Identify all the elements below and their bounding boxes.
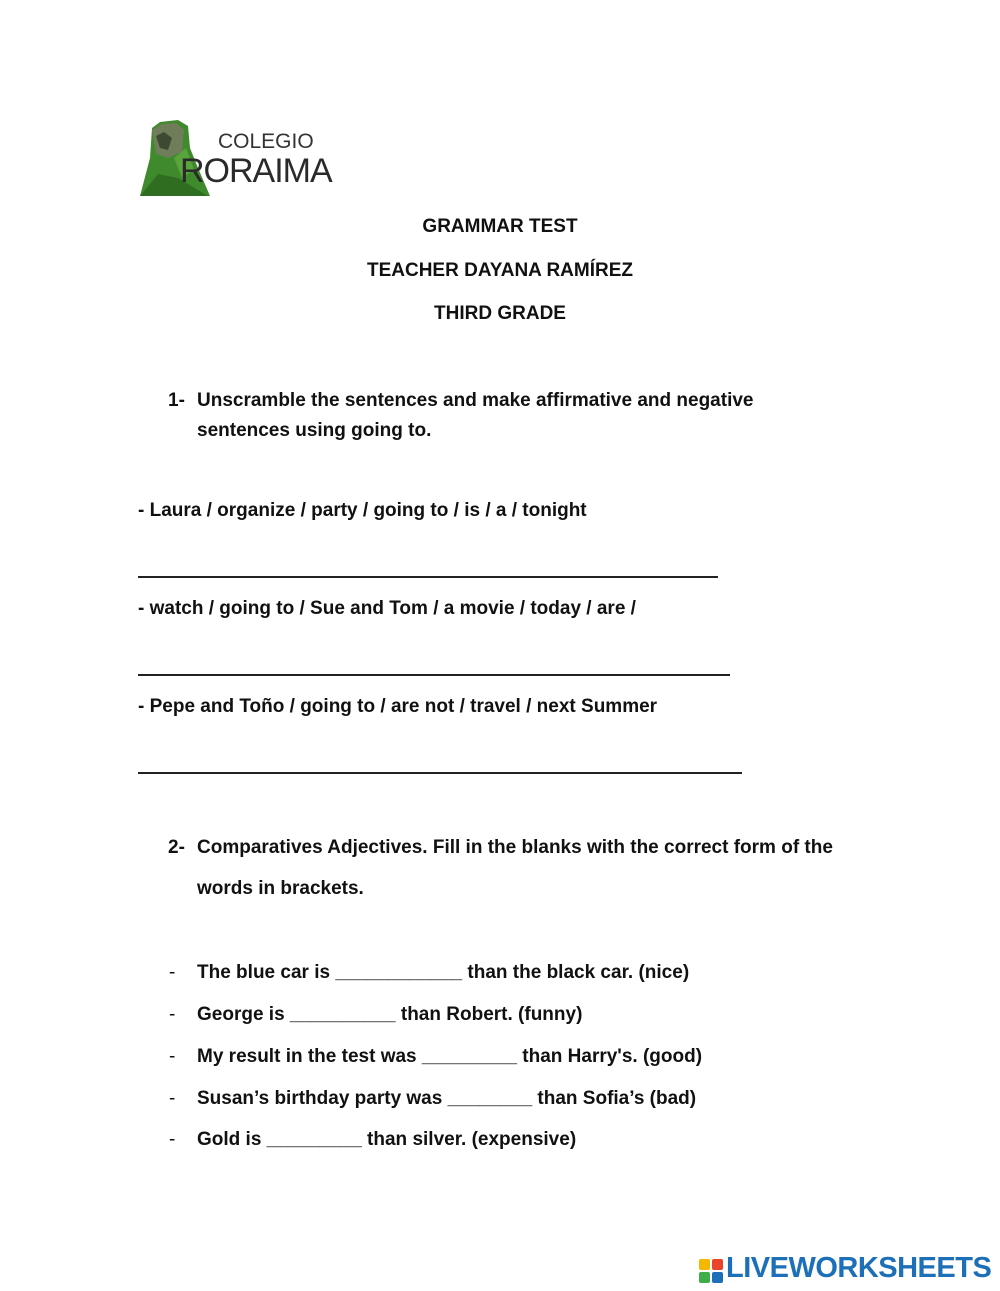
footer-brand[interactable]: LIVEWORKSHEETS: [726, 1252, 992, 1284]
section2-instruction-line1: Comparatives Adjectives. Fill in the blanks with the correct form of the: [197, 837, 833, 858]
section1-instruction-line2: sentences using going to.: [197, 420, 432, 441]
answer-line-2[interactable]: [138, 674, 730, 676]
scramble-item-1: - Laura / organize / party / going to / is / a / tonight: [138, 500, 587, 521]
bullet-1: -: [169, 962, 176, 983]
comparative-item-4: Susan’s birthday party was ________ than Sofia’s (bad): [197, 1088, 697, 1109]
answer-line-1[interactable]: [138, 576, 718, 578]
comparative-item-3: My result in the test was _________ than Harry's. (good): [197, 1046, 703, 1067]
logo-line1: COLEGIO: [218, 130, 314, 153]
comparative-item-2: George is __________ than Robert. (funny): [197, 1004, 583, 1025]
school-logo: [138, 118, 348, 200]
section2-number: 2-: [168, 837, 185, 858]
comparative-item-5: Gold is _________ than silver. (expensive): [197, 1129, 577, 1150]
bullet-4: -: [169, 1088, 176, 1109]
answer-line-3[interactable]: [138, 772, 742, 774]
bullet-2: -: [169, 1004, 176, 1025]
scramble-item-2: - watch / going to / Sue and Tom / a movie / today / are /: [138, 598, 636, 619]
section1-number: 1-: [168, 390, 185, 411]
comparative-item-1: The blue car is ____________ than the black car. (nice): [197, 962, 690, 983]
section1-instruction-line1: Unscramble the sentences and make affirmative and negative: [197, 390, 754, 411]
bullet-3: -: [169, 1046, 176, 1067]
logo-line2: RORAIMA: [180, 152, 332, 190]
grade-label: THIRD GRADE: [434, 303, 566, 324]
scramble-item-3: - Pepe and Toño / going to / are not / travel / next Summer: [138, 696, 658, 717]
section2-instruction-line2: words in brackets.: [197, 878, 364, 899]
test-title: GRAMMAR TEST: [422, 216, 578, 237]
bullet-5: -: [169, 1129, 176, 1150]
teacher-name: TEACHER DAYANA RAMÍREZ: [366, 260, 634, 281]
liveworksheets-icon: [698, 1256, 724, 1286]
